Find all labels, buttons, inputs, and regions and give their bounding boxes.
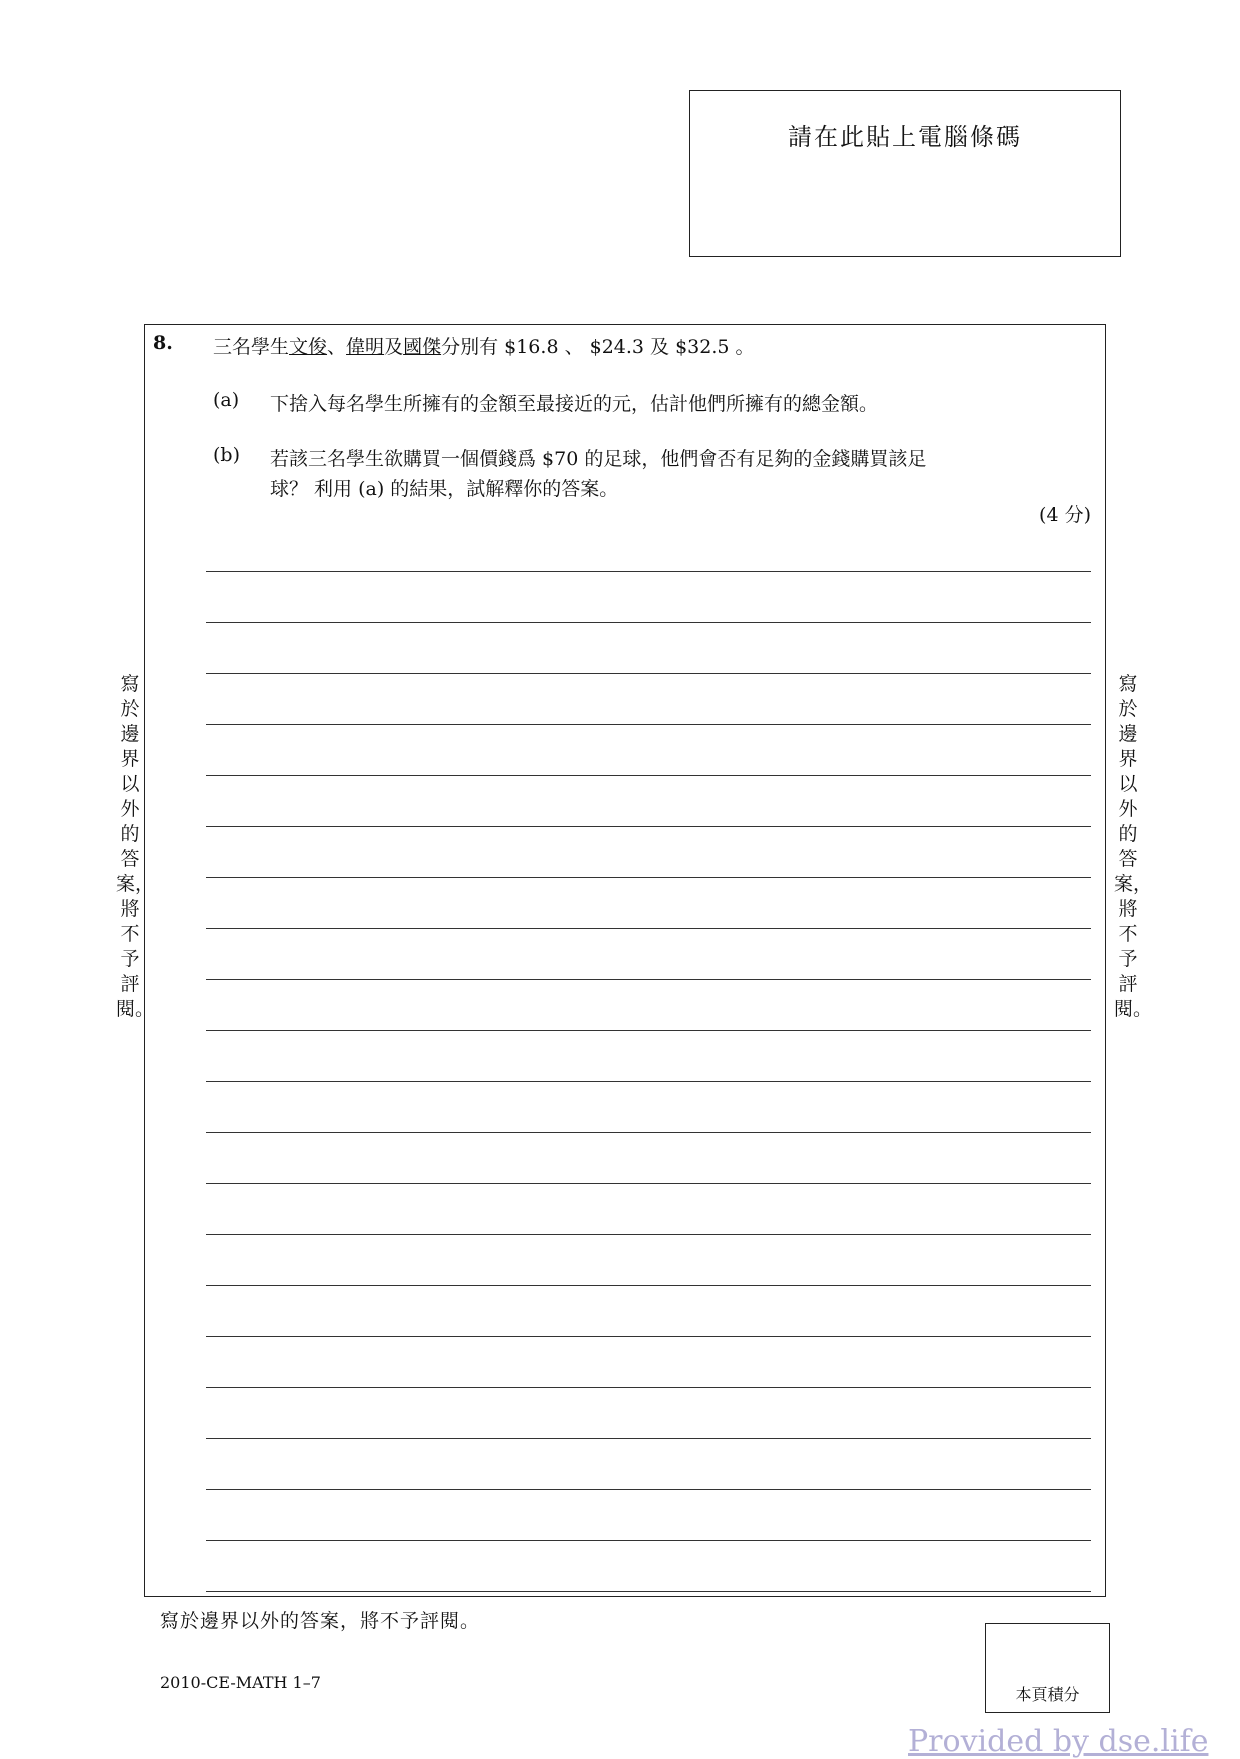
answer-line[interactable]	[206, 674, 1091, 725]
answer-line[interactable]	[206, 572, 1091, 623]
answer-line[interactable]	[206, 1541, 1091, 1592]
right-margin-note: 寫於邊界以外的答案，將不予評閱。	[1114, 673, 1153, 1020]
stem-separator-2: 及	[384, 336, 404, 358]
answer-line[interactable]	[206, 1133, 1091, 1184]
watermark-link[interactable]: Provided by dse.life	[908, 1724, 1209, 1759]
stem-suffix: 分別有 $16.8 、 $24.3 及 $32.5 。	[441, 336, 755, 358]
stem-separator-1: 、	[327, 336, 347, 358]
answer-line[interactable]	[206, 929, 1091, 980]
student-name-1: 文俊	[289, 336, 328, 358]
page-code: 2010-CE-MATH 1–7	[160, 1673, 321, 1692]
answer-lines	[206, 571, 1091, 1592]
question-number: 8.	[153, 332, 173, 354]
answer-line[interactable]	[206, 1082, 1091, 1133]
student-name-2: 偉明	[346, 336, 385, 358]
part-b-label: (b)	[213, 444, 240, 466]
answer-line[interactable]	[206, 1490, 1091, 1541]
student-name-3: 國傑	[403, 336, 442, 358]
answer-line[interactable]	[206, 1388, 1091, 1439]
question-stem	[213, 332, 755, 359]
part-b-text-line-2: 球？ 利用 (a) 的結果，試解釋你的答案。	[270, 478, 619, 500]
page-score-box	[985, 1623, 1110, 1713]
answer-line[interactable]	[206, 827, 1091, 878]
answer-line[interactable]	[206, 623, 1091, 674]
stem-prefix: 三名學生	[213, 336, 290, 358]
bottom-margin-note: 寫於邊界以外的答案，將不予評閱。	[160, 1610, 481, 1632]
left-margin-note: 寫於邊界以外的答案，將不予評閱。	[116, 673, 155, 1020]
answer-line[interactable]	[206, 1235, 1091, 1286]
part-a-label: (a)	[213, 389, 240, 411]
barcode-label: 請在此貼上電腦條碼	[788, 123, 1022, 151]
answer-line[interactable]	[206, 980, 1091, 1031]
answer-line[interactable]	[206, 878, 1091, 929]
barcode-box	[689, 90, 1121, 257]
answer-line[interactable]	[206, 1286, 1091, 1337]
marks-label: (4 分)	[1039, 504, 1091, 526]
answer-line[interactable]	[206, 776, 1091, 827]
answer-line[interactable]	[206, 1337, 1091, 1388]
answer-line[interactable]	[206, 1031, 1091, 1082]
answer-line[interactable]	[206, 1184, 1091, 1235]
page-score-label: 本頁積分	[1015, 1685, 1080, 1704]
answer-line[interactable]	[206, 725, 1091, 776]
answer-line[interactable]	[206, 1439, 1091, 1490]
part-a-text: 下捨入每名學生所擁有的金額至最接近的元，估計他們所擁有的總金額。	[270, 393, 879, 415]
part-b-text-line-1: 若該三名學生欲購買一個價錢爲 $70 的足球，他們會否有足夠的金錢購買該足	[270, 448, 927, 470]
